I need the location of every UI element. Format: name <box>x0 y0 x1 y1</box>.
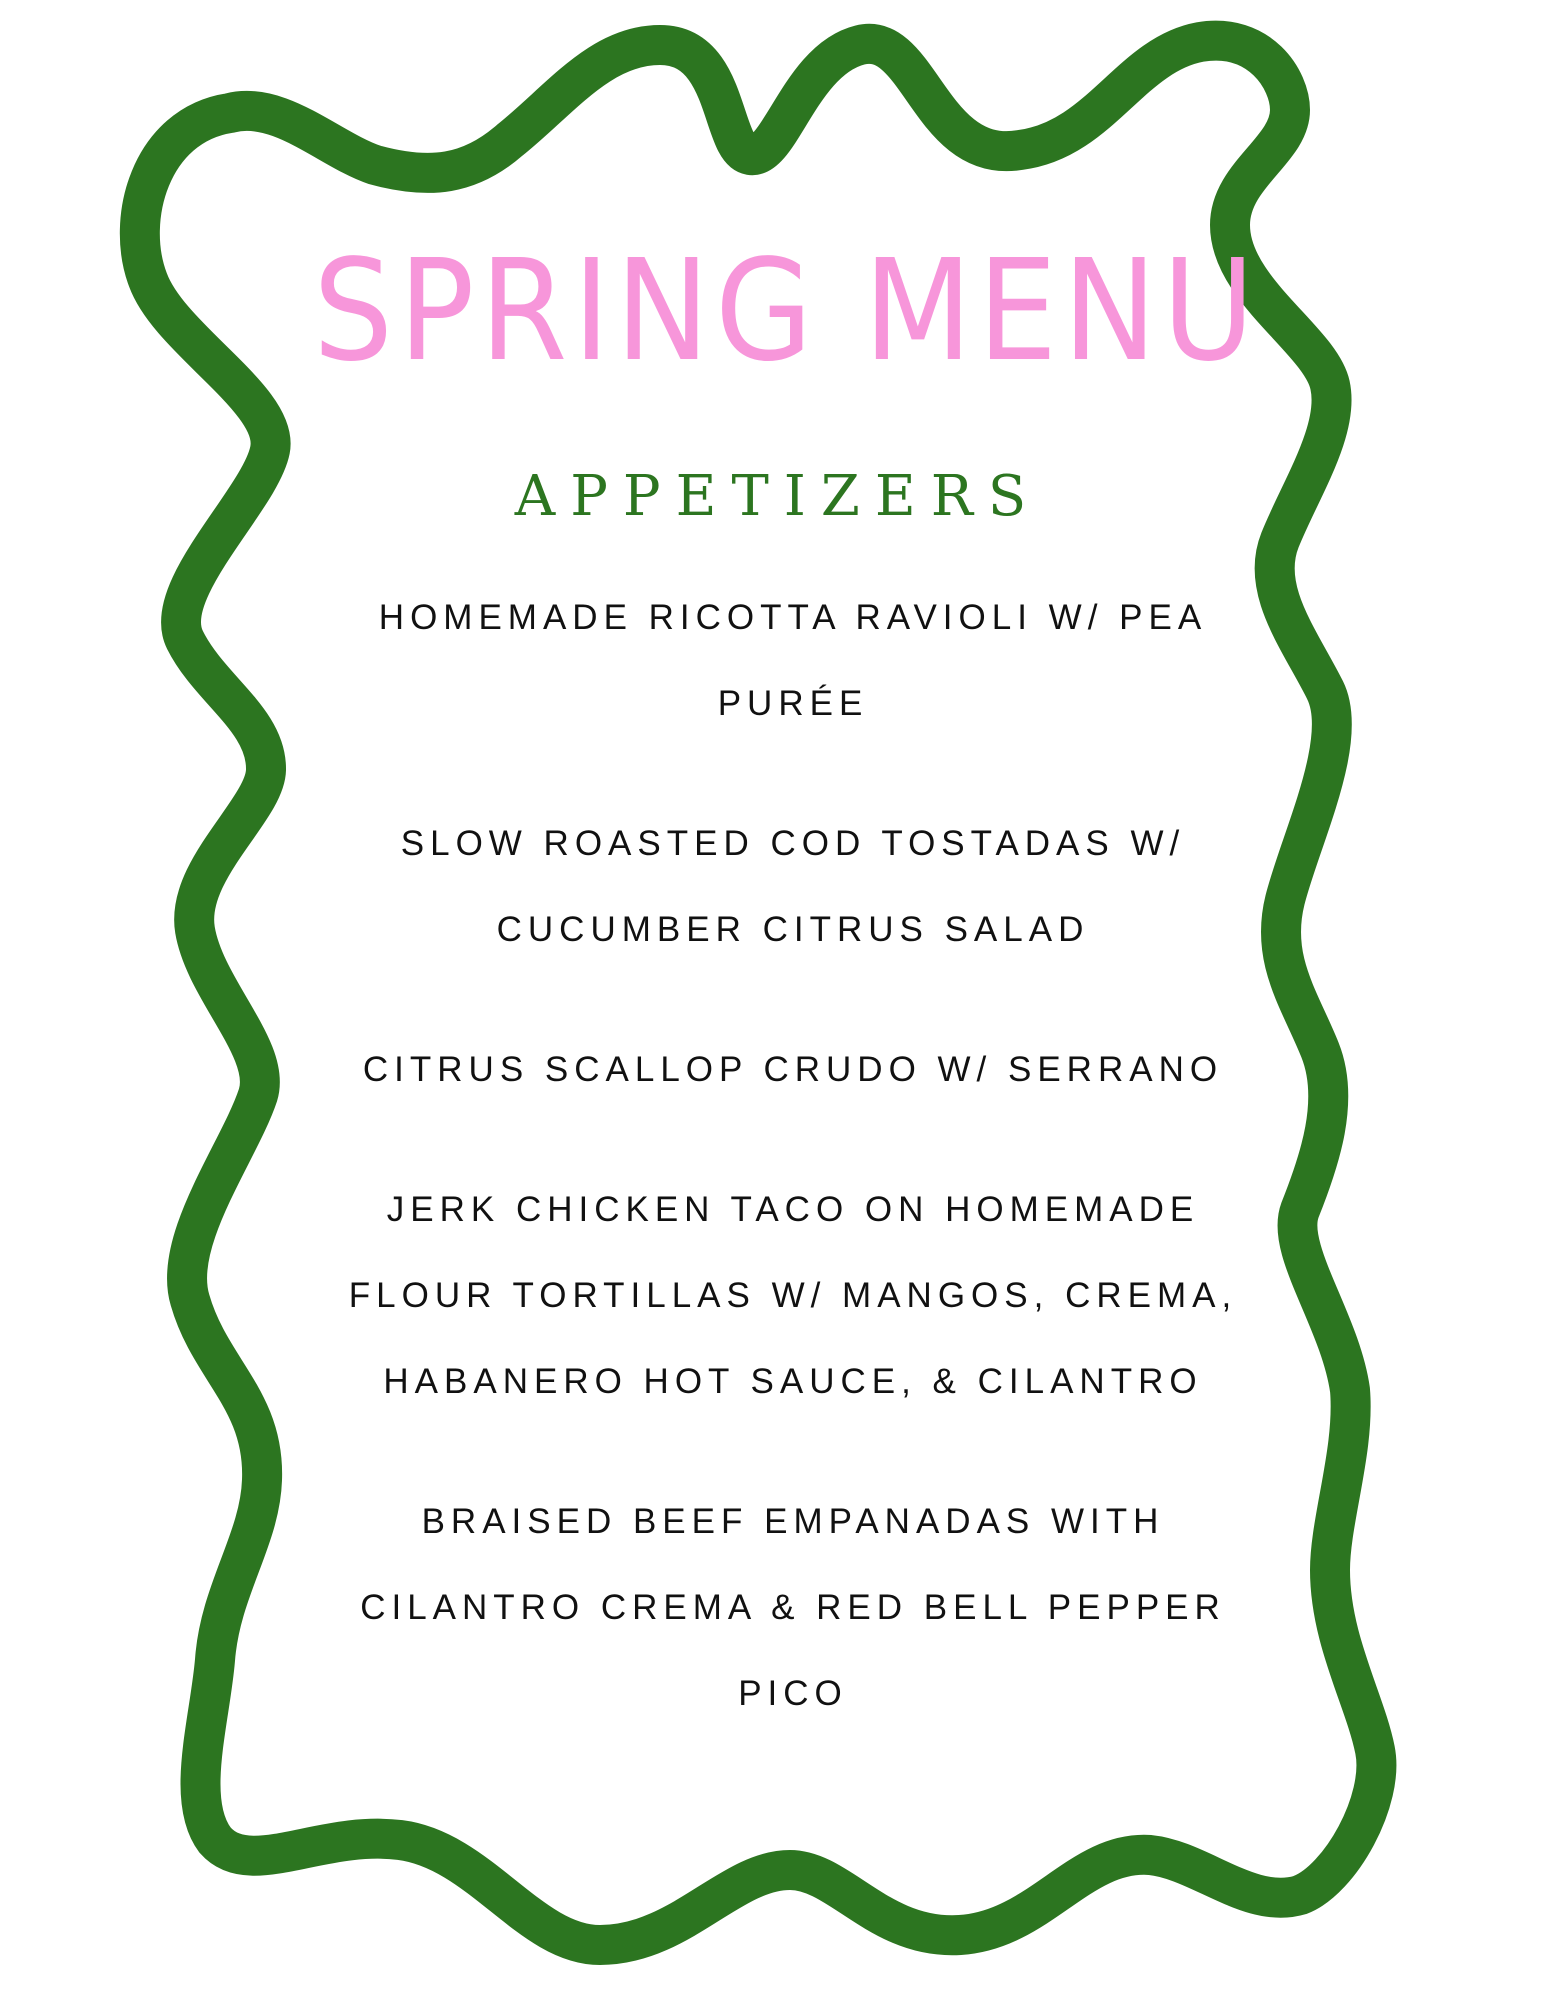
menu-item: BRAISED BEEF EMPANADAS WITH CILANTRO CREMA & RED BELL PEPPER PICO <box>360 1502 1226 1713</box>
menu-title: SPRING MENU <box>313 230 1260 393</box>
menu-item: HOMEMADE RICOTTA RAVIOLI W/ PEA PURÉE <box>378 598 1208 723</box>
menu-item: JERK CHICKEN TACO ON HOMEMADE FLOUR TORTILLAS W/ MANGOS, CREMA, HABANERO HOT SAUCE, & CILANTRO <box>348 1190 1238 1401</box>
menu-item: SLOW ROASTED COD TOSTADAS W/ CUCUMBER CITRUS SALAD <box>400 824 1186 949</box>
appetizer-list <box>343 575 1243 1737</box>
section-heading-appetizers: APPETIZERS <box>514 464 1042 529</box>
menu-item: CITRUS SCALLOP CRUDO W/ SERRANO <box>362 1050 1224 1089</box>
